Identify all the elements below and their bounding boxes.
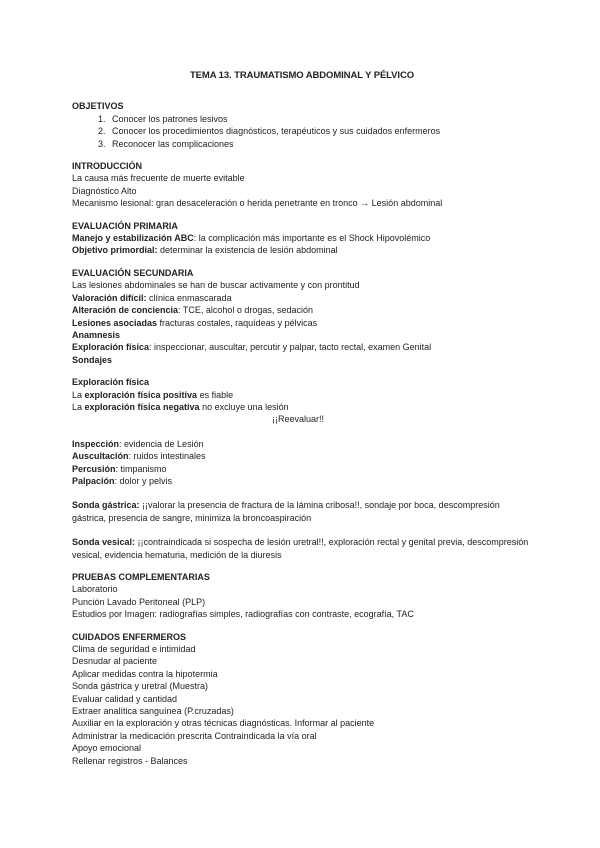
bold-term: Exploración física — [72, 342, 150, 353]
bold-term: Manejo y estabilización ABC — [72, 233, 194, 244]
text-line — [72, 317, 532, 329]
bold-term: Objetivo primordial: — [72, 245, 158, 256]
document-title: TEMA 13. TRAUMATISMO ABDOMINAL Y PÉLVICO — [189, 70, 414, 81]
text-span: ¡¡contraindicada si sospecha de lesión uretral!!, exploración rectal y genital previa, descompresión vesical, evidencia hematuria, medición de la diuresis — [72, 537, 529, 560]
bold-term: exploración física positiva — [84, 389, 198, 400]
text-span: : TCE, alcohol o drogas, sedación — [178, 305, 313, 316]
text-line — [72, 304, 532, 316]
list-item: Auxiliar en la exploración y otras técnicas diagnósticas. Informar al paciente — [72, 718, 375, 729]
text-span: no excluye una lesión — [199, 401, 289, 412]
text-span: : ruidos intestinales — [128, 451, 206, 462]
text-span: : inspeccionar, auscultar, percutir y palpar, tacto rectal, examen Genital — [149, 342, 432, 353]
list-item: Clima de seguridad e intimidad — [72, 644, 196, 655]
text-span: es fiable — [197, 389, 234, 400]
list-item: 1. Conocer los patrones lesivos — [108, 113, 532, 125]
text-span: : la complicación más importante es el Shock Hipovolémico — [193, 233, 431, 244]
text-line — [72, 292, 532, 304]
bold-term: Palpación — [72, 475, 115, 486]
text-line: Punción Lavado Peritoneal (PLP) — [72, 596, 206, 607]
list-item: Desnudar al paciente — [72, 656, 158, 667]
sonda-vesical-paragraph — [72, 536, 532, 561]
text-line: Laboratorio — [72, 584, 118, 595]
bold-term: Lesiones asociadas — [72, 317, 158, 328]
text-line — [72, 450, 532, 462]
introduccion-heading: INTRODUCCIÓN — [72, 161, 142, 172]
bold-term: exploración física negativa — [84, 401, 200, 412]
bold-term: Anamnesis — [72, 329, 121, 340]
bold-term: Auscultación — [72, 451, 129, 462]
list-item: Evaluar calidad y cantidad — [72, 693, 178, 704]
bold-term: Percusión — [72, 463, 116, 474]
list-item: Rellenar registros - Balances — [72, 755, 188, 766]
text-span: : timpanismo — [115, 463, 167, 474]
bold-term: Valoración difícil: — [72, 292, 147, 303]
text-span: ¡¡valorar la presencia de fractura de la lámina cribosa!!, sondaje por boca, descompresión gástrica, presencia de sangre, minimiza la broncoaspiración — [72, 500, 500, 523]
text-line — [72, 329, 532, 341]
text-line — [72, 401, 532, 413]
reevaluar-note: ¡¡Reevaluar!! — [272, 414, 325, 425]
bold-term: Sondajes — [72, 354, 113, 365]
spacer — [72, 487, 532, 499]
text-span: fracturas costales, raquídeas y pélvicas — [157, 317, 318, 328]
text-span: clínica enmascarada — [146, 292, 232, 303]
text-line — [72, 244, 532, 256]
text-span: La — [72, 389, 85, 400]
text-line — [72, 463, 532, 475]
text-line: Las lesiones abdominales se han de buscar activamente y con prontitud — [72, 280, 360, 291]
list-item: 3. Reconocer las complicaciones — [108, 138, 532, 150]
list-item: 2. Conocer los procedimientos diagnósticos, terapéuticos y sus cuidados enfermeros — [108, 125, 532, 137]
text-line: Mecanismo lesional: gran desaceleración o herida penetrante en tronco → Lesión abdominal — [72, 198, 443, 209]
bold-term: Sonda gástrica: — [72, 500, 140, 511]
text-line — [72, 232, 532, 244]
text-line: La causa más frecuente de muerte evitable — [72, 173, 245, 184]
list-item: Aplicar medidas contra la hipotermia — [72, 668, 218, 679]
text-line: Diagnóstico Alto — [72, 185, 137, 196]
text-span: : dolor y pelvis — [114, 475, 173, 486]
text-line: Estudios por Imagen: radiografías simples, radiografías con contraste, ecografía, TAC — [72, 609, 414, 620]
bold-term: Alteración de conciencia — [72, 305, 179, 316]
text-span: La — [72, 401, 85, 412]
list-item: Apoyo emocional — [72, 743, 142, 754]
list-item: Sonda gástrica y uretral (Muestra) — [72, 681, 209, 692]
text-line — [72, 438, 532, 450]
sonda-gastrica-paragraph — [72, 499, 532, 524]
bold-term: Sonda vesical: — [72, 537, 136, 548]
list-item: Extraer analítica sanguínea (P.cruzadas) — [72, 706, 234, 717]
bold-term: Inspección — [72, 438, 120, 449]
text-line — [72, 475, 532, 487]
text-line — [72, 354, 532, 366]
primaria-heading: EVALUACIÓN PRIMARIA — [72, 220, 178, 231]
text-line — [72, 389, 532, 401]
text-span: : evidencia de Lesión — [119, 438, 204, 449]
text-line — [72, 341, 532, 353]
objetivos-heading: OBJETIVOS — [72, 101, 124, 112]
spacer — [72, 524, 532, 536]
secundaria-heading: EVALUACIÓN SECUNDARIA — [72, 267, 194, 278]
pruebas-heading: PRUEBAS COMPLEMENTARIAS — [72, 572, 210, 582]
list-item: Administrar la medicación prescrita Contraindicada la vía oral — [72, 730, 317, 741]
spacer — [72, 426, 532, 438]
text-span: determinar la existencia de lesión abdominal — [157, 245, 338, 256]
document-page — [72, 70, 532, 767]
exploracion-heading: Exploración física — [72, 377, 150, 388]
objetivos-list — [72, 113, 532, 150]
cuidados-heading: CUIDADOS ENFERMEROS — [72, 631, 187, 642]
